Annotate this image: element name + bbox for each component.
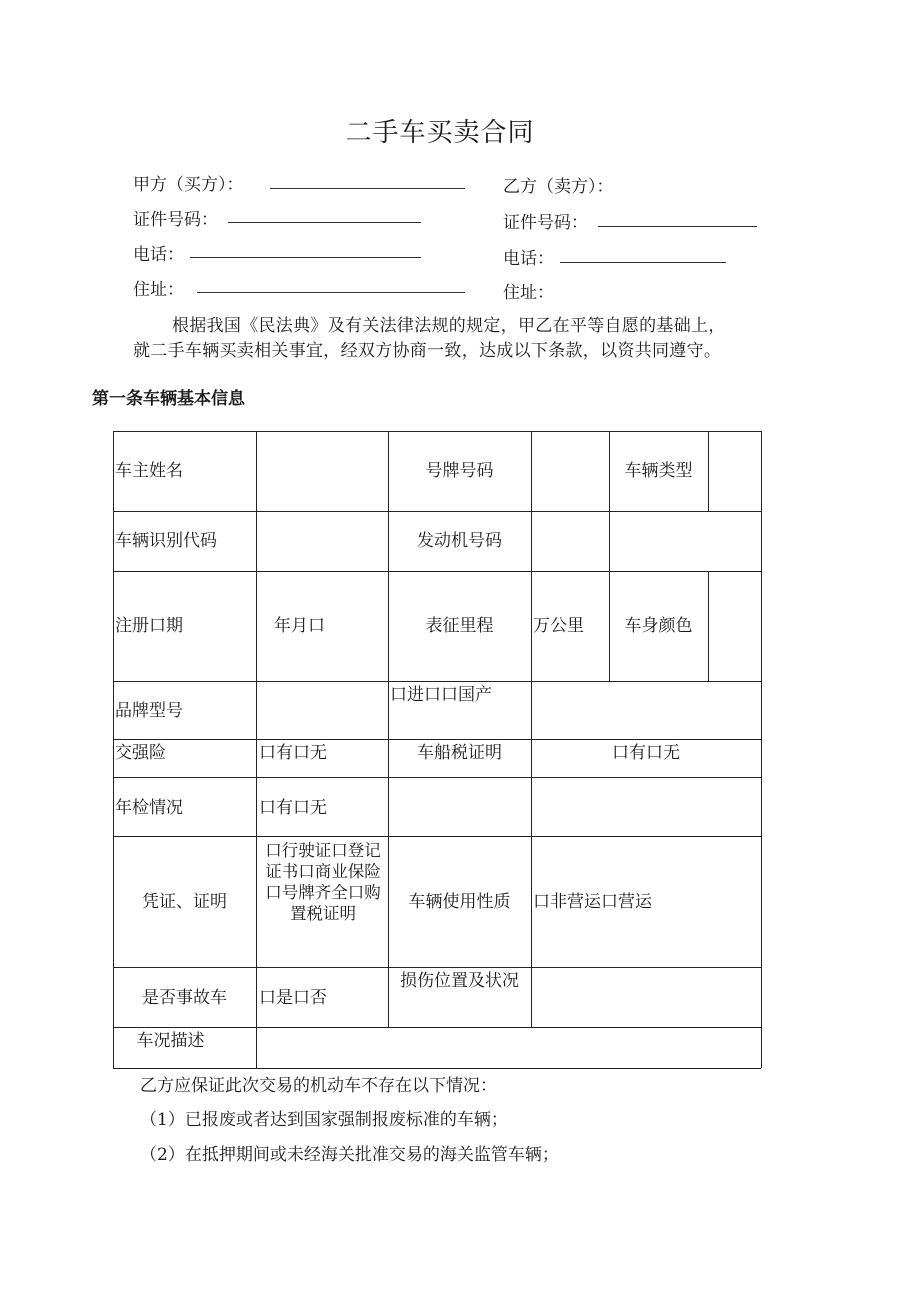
- cell-mileage-unit: 万公里: [533, 616, 584, 636]
- party-b-address-label: 住址：: [503, 283, 554, 303]
- cell-register-date-value: 年月口: [274, 616, 325, 636]
- party-b-id-field[interactable]: [598, 226, 757, 227]
- cell-register-date-label: 注册口期: [115, 616, 183, 636]
- table-rule: [113, 571, 761, 572]
- table-rule: [708, 571, 709, 681]
- party-a-address-label: 住址：: [133, 280, 184, 300]
- table-rule: [388, 431, 389, 1027]
- table-rule: [113, 739, 761, 740]
- section-1-heading: 第一条车辆基本信息: [92, 389, 245, 409]
- cell-vehicle-type-label: 车辆类型: [624, 461, 693, 481]
- party-a-id-field[interactable]: [228, 222, 421, 223]
- document-title: 二手车买卖合同: [345, 118, 535, 148]
- clause-intro: 乙方应保证此次交易的机动车不存在以下情况：: [140, 1076, 497, 1096]
- party-b-id-label: 证件号码：: [503, 213, 588, 233]
- party-a-phone-label: 电话：: [133, 245, 184, 265]
- party-a-id-label: 证件号码：: [133, 210, 218, 230]
- table-rule: [113, 777, 761, 778]
- intro-line-2: 就二手车辆买卖相关事宜，经双方协商一致，达成以下条款，以资共同遵守。: [133, 341, 722, 361]
- table-rule: [113, 511, 761, 512]
- clause-item-1: （1）已报废或者达到国家强制报废标准的车辆；: [140, 1110, 508, 1130]
- table-rule: [113, 967, 761, 968]
- party-a-phone-field[interactable]: [190, 257, 421, 258]
- cell-owner-name-label: 车主姓名: [115, 461, 183, 481]
- table-rule: [113, 1027, 761, 1028]
- cell-damage-label: 损伤位置及状况: [400, 971, 519, 991]
- party-b-phone-label: 电话：: [503, 249, 554, 269]
- cell-compulsory-insurance-label: 交强险: [115, 743, 166, 763]
- table-rule: [256, 431, 257, 1068]
- table-rule: [531, 431, 532, 1027]
- cell-compulsory-insurance-options[interactable]: 口有口无: [259, 743, 327, 763]
- cell-documents-label: 凭证、证明: [142, 892, 227, 912]
- cell-body-color-label: 车身颜色: [624, 616, 693, 636]
- cell-origin-options[interactable]: 口进口口国产: [390, 685, 492, 705]
- cell-plate-number-label: 号牌号码: [425, 461, 494, 481]
- party-b-label: 乙方（卖方）：: [503, 177, 614, 197]
- table-rule: [113, 1068, 761, 1069]
- table-rule: [113, 836, 761, 837]
- cell-inspection-label: 年检情况: [115, 798, 183, 818]
- table-rule: [761, 431, 762, 1068]
- party-a-name-field[interactable]: [270, 188, 465, 189]
- intro-line-1: 根据我国《民法典》及有关法律法规的规定，甲乙在平等自愿的基础上，: [172, 316, 726, 336]
- cell-inspection-options[interactable]: 口有口无: [259, 798, 327, 818]
- table-rule: [113, 431, 761, 432]
- cell-usage-nature-label: 车辆使用性质: [408, 892, 511, 912]
- cell-documents-options[interactable]: 口行驶证口登记证书口商业保险口号牌齐全口购置税证明: [265, 841, 381, 923]
- cell-engine-number-label: 发动机号码: [417, 531, 502, 551]
- clause-item-2: （2）在抵押期间或未经海关批准交易的海关监管车辆；: [140, 1145, 559, 1165]
- party-a-label: 甲方（买方）：: [133, 175, 244, 195]
- cell-mileage-label: 表征里程: [425, 616, 494, 636]
- cell-vin-label: 车辆识别代码: [115, 531, 217, 551]
- cell-vessel-tax-label: 车船税证明: [417, 743, 502, 763]
- table-rule: [708, 431, 709, 511]
- cell-usage-options[interactable]: 口非营运口营运: [533, 892, 652, 912]
- cell-condition-label: 车况描述: [136, 1031, 205, 1051]
- cell-accident-label: 是否事故车: [142, 988, 227, 1008]
- cell-accident-options[interactable]: 口是口否: [259, 988, 327, 1008]
- party-b-address-clip: [503, 278, 554, 303]
- table-rule: [113, 681, 761, 682]
- cell-brand-model-label: 品牌型号: [115, 701, 183, 721]
- party-a-address-field[interactable]: [197, 292, 465, 293]
- cell-vessel-tax-options[interactable]: 口有口无: [612, 743, 680, 763]
- party-b-phone-field[interactable]: [560, 262, 726, 263]
- table-rule: [113, 431, 114, 1068]
